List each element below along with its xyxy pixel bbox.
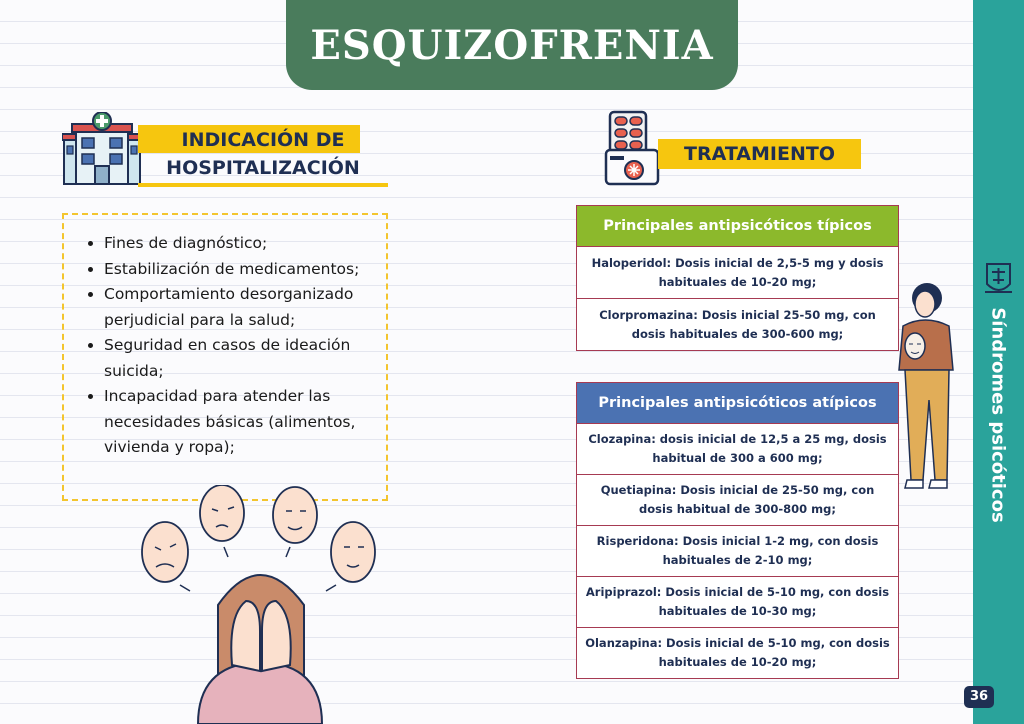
distressed-woman-illustration [140,485,380,724]
hospitalization-heading [138,125,388,189]
table-row: Quetiapina: Dosis inicial de 25-50 mg, con dosis habitual de 300-800 mg; [577,474,898,525]
table-row: Clorpromazina: Dosis inicial 25-50 mg, con dosis habituales de 300-600 mg; [577,298,898,350]
treatment-heading: TRATAMIENTO [658,139,861,169]
section-label: Síndromes psicóticos [987,307,1009,523]
table-row: Aripiprazol: Dosis inicial de 5-10 mg, con dosis habituales de 10-30 mg; [577,576,898,627]
page-title-banner [286,0,738,90]
typical-antipsychotics-header: Principales antipsicóticos típicos [577,206,898,246]
atypical-antipsychotics-header: Principales antipsicóticos atípicos [577,383,898,423]
list-item: • Seguridad en casos de ideación suicida; [104,333,414,384]
hospitalization-heading-line1: INDICACIÓN DE [181,129,345,151]
table-row: Risperidona: Dosis inicial 1-2 mg, con dosis habituales de 2-10 mg; [577,525,898,576]
heading-underline [138,183,388,187]
table-row: Haloperidol: Dosis inicial de 2,5-5 mg y dosis habituales de 10-20 mg; [577,246,898,298]
list-item: • Estabilización de medicamentos; [104,257,414,283]
woman-with-mask-illustration [885,278,960,500]
hospitalization-heading-line2: HOSPITALIZACIÓN [166,157,360,179]
page-number: 36 [964,686,994,708]
hospitalization-indications-box [62,213,388,501]
medicine-pills-icon [604,110,660,186]
list-item: • Incapacidad para atender las necesidades básicas (alimentos, vivienda y ropa); [104,384,414,461]
crest-logo-icon [983,262,1014,296]
hospital-icon [62,112,142,186]
sidebar [973,0,1024,724]
typical-antipsychotics-table [576,205,899,351]
list-item: • Fines de diagnóstico; [104,231,414,257]
list-item: • Comportamiento desorganizado perjudicial para la salud; [104,282,414,333]
page-title: ESQUIZOFRENIA [310,21,714,69]
indications-list [64,231,414,461]
atypical-antipsychotics-table [576,382,899,679]
table-row: Olanzapina: Dosis inicial de 5-10 mg, con dosis habituales de 10-20 mg; [577,627,898,678]
table-row: Clozapina: dosis inicial de 12,5 a 25 mg, dosis habitual de 300 a 600 mg; [577,423,898,474]
